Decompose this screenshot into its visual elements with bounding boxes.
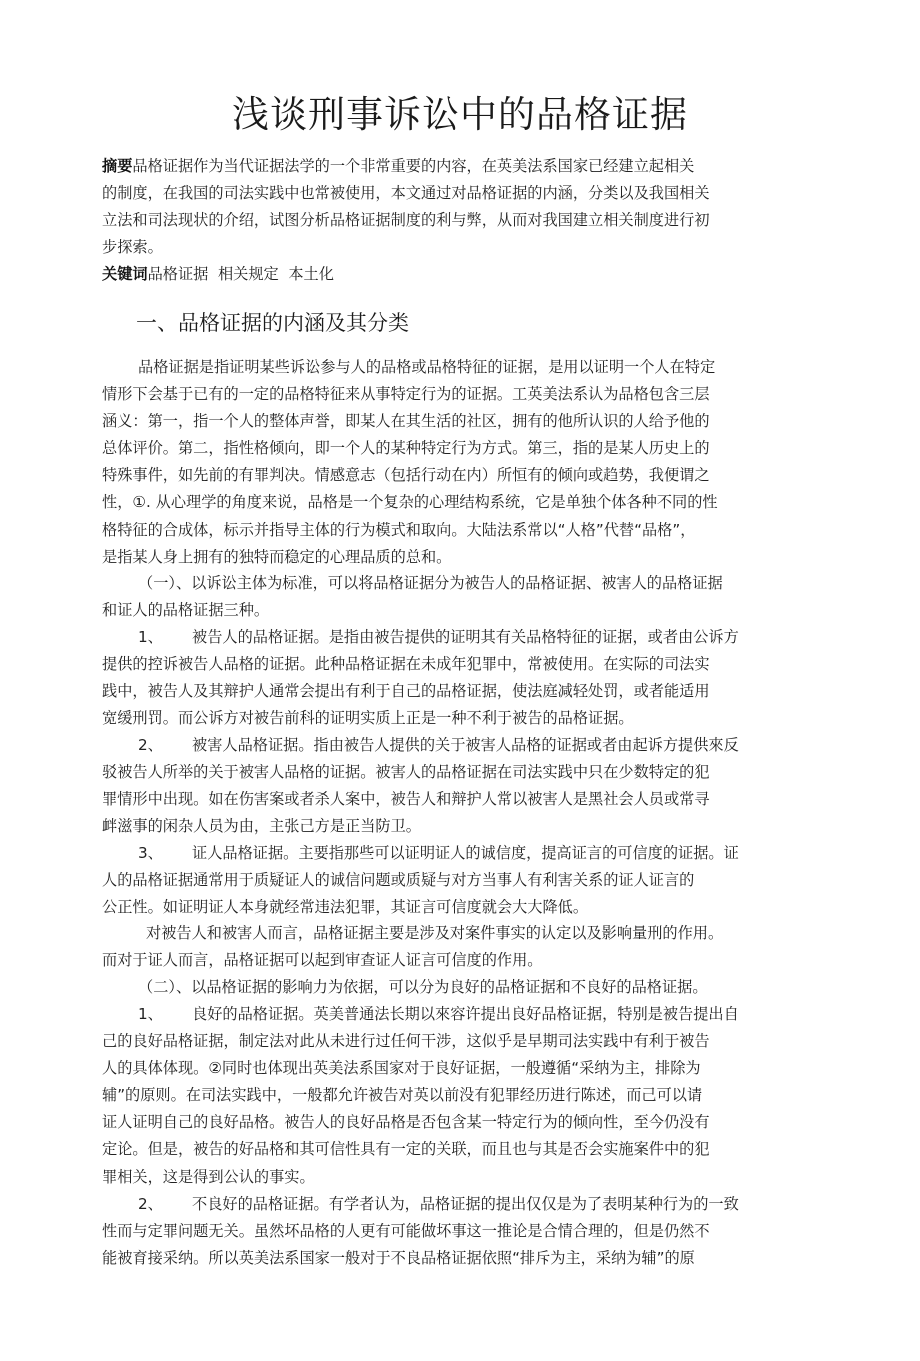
paragraph-line: 衅滋事的闲杂人员为由，主张己方是正当防卫。 — [102, 817, 421, 836]
list-number: 1、 — [138, 1005, 163, 1023]
section-heading: 一、品格证据的内涵及其分类 — [136, 311, 409, 335]
list-item-witness-evidence: 3、 证人品格证据。主要指那些可以证明证人的诚信度，提高证言的可信度的证据。证 人的品格证据通常用于质疑证人的诚信问题或质疑与对方当事人有利害关系的证人证言的 公正性。如证明证人本身就经常违法犯罪，其证言可信度就会大大降低。 — [102, 840, 818, 921]
paragraph-line: 人的品格证据通常用于质疑证人的诚信问题或质疑与对方当事人有利害关系的证人证言的 — [102, 871, 695, 890]
paragraph-line: 涵义：第一，指一个人的整体声誉，即某人在其生活的社区，拥有的他所认识的人给予他的 — [102, 412, 710, 431]
list-number: 2、 — [138, 1195, 163, 1213]
paragraph-line: 品格证据是指证明某些诉讼参与人的品格或品格特征的证据，是用以证明一个人在特定 — [138, 358, 716, 376]
paragraph-definition — [102, 354, 818, 571]
paragraph-line: 情形下会基于已有的一定的品格特征来从事特定行为的证据。工英美法系认为品格包含三层 — [102, 385, 710, 404]
abstract-label: 摘要 — [102, 157, 133, 175]
keywords-text: 品格证据 相关规定 本土化 — [147, 265, 334, 284]
paragraph-line: 特殊事件，如先前的有罪判决。情感意志（包括行动在内）所恒有的倾向或趋势，我便谓之 — [102, 466, 710, 485]
paragraph-line: 性而与定罪问题无关。虽然坏品格的人更有可能做坏事这一推论是合情合理的，但是仍然不 — [102, 1222, 710, 1241]
abstract-block — [102, 153, 818, 288]
paragraph-line: 和证人的品格证据三种。 — [102, 601, 270, 620]
paragraph-line: 宽缓刑罚。而公诉方对被告前科的证明实质上正是一种不利于被告的品格证据。 — [102, 709, 634, 728]
paragraph-line: 驳被告人所举的关于被害人品格的证据。被害人的品格证据在司法实践中只在少数特定的犯 — [102, 763, 710, 782]
abstract-line: 立法和司法现状的介绍，试图分析品格证据制度的利与弊，从而对我国建立相关制度进行初 — [102, 211, 710, 230]
keywords-line — [102, 261, 818, 288]
abstract-line: 步探索。 — [102, 238, 163, 257]
paragraph-line: 辅”的原则。在司法实践中，一般都允许被告对英以前没有犯罪经历进行陈述，而己可以请 — [102, 1086, 703, 1105]
paragraph-line: 公正性。如证明证人本身就经常违法犯罪，其证言可信度就会大大降低。 — [102, 898, 588, 917]
list-item-good-character-evidence: 1、 良好的品格证据。英美普通法长期以來容许提出良好品格证据，特别是被告提出自 己的良好品格证据，制定法对此从未进行过任何干涉，这似乎是早期司法实践中有利于被告 人的具体体现。②同时也体现出英美法系国家对于良好证据，一般遵循“采纳为主，排除为 辅”的原则。在司法实践中，一般都允许被告对英以前没有犯罪经历进行陈述，而己可以请 证人证明自己的良好品格。被告人的良好品格是否包含某一特定行为的倾向性，至今仍没有 定论。但是，被告的好品格和其可信性具有一定的关联，而且也与其是否会实施案件中的犯 罪相关，这是得到公认的事实。 — [102, 1001, 818, 1191]
subsection-classification-by-influence — [102, 974, 818, 1001]
paragraph-summary — [102, 920, 818, 974]
paragraph-line: 总体评价。第二，指性格倾向，即一个人的某种特定行为方式。第三，指的是某人历史上的 — [102, 439, 710, 458]
paragraph-line: 提供的控诉被告人品格的证据。此种品格证据在未成年犯罪中，常被使用。在实际的司法实 — [102, 655, 710, 674]
paragraph-line: 格特征的合成体，标示并指导主体的行为模式和取向。大陆法系常以“人格”代替“品格”， — [102, 520, 696, 539]
list-number: 2、 — [138, 736, 163, 754]
list-item-victim-evidence: 2、 被害人品格证据。指由被告人提供的关于被害人品格的证据或者由起诉方提供來反 驳被告人所举的关于被害人品格的证据。被害人的品格证据在司法实践中只在少数特定的犯 罪情形中出现。如在伤害案或者杀人案中，被告人和辩护人常以被害人是黑社会人员或常寻 衅滋事的闲杂人员为由，主张己方是正当防卫。 — [102, 732, 818, 840]
paragraph-line: 人的具体体现。②同时也体现出英美法系国家对于良好证据，一般遵循“采纳为主，排除为 — [102, 1059, 701, 1078]
paragraph-line: 践中，被告人及其辩护人通常会提出有利于自己的品格证据，使法庭减轻处罚，或者能适用 — [102, 682, 710, 701]
paragraph-line: （一）、以诉讼主体为标准，可以将品格证据分为被告人的品格证据、被害人的品格证据 — [138, 574, 723, 592]
paragraph-line: 能被育接采纳。所以英美法系国家一般对于不良品格证据依照“排斥为主，采纳为辅”的原 — [102, 1249, 695, 1268]
list-item-defendant-evidence: 1、 被告人的品格证据。是指由被告提供的证明其有关品格特征的证据，或者由公诉方 提供的控诉被告人品格的证据。此种品格证据在未成年犯罪中，常被使用。在实际的司法实 践中，被告人及其辩护人通常会提出有利于自己的品格证据，使法庭减轻处罚，或者能适用 宽缓刑罚。而公诉方对被告前科的证明实质上正是一种不利于被告的品格证据。 — [102, 624, 818, 732]
paragraph-line: 罪情形中出现。如在伤害案或者杀人案中，被告人和辩护人常以被害人是黑社会人员或常寻 — [102, 790, 710, 809]
paragraph-line: 己的良好品格证据，制定法对此从未进行过任何干涉，这似乎是早期司法实践中有利于被告 — [102, 1032, 710, 1051]
paragraph-line: 对被告人和被害人而言，品格证据主要是涉及对案件事实的认定以及影响量刑的作用。 — [146, 924, 724, 942]
abstract-line: 摘要品格证据作为当代证据法学的一个非常重要的内容，在英美法系国家已经建立起相关 — [102, 157, 695, 175]
paragraph-line: 定论。但是，被告的好品格和其可信性具有一定的关联，而且也与其是否会实施案件中的犯 — [102, 1140, 710, 1159]
list-number: 1、 — [138, 628, 163, 646]
abstract-line: 的制度，在我国的司法实践中也常被使用，本文通过对品格证据的内涵，分类以及我国相关 — [102, 184, 710, 203]
paragraph-line: 证人证明自己的良好品格。被告人的良好品格是否包含某一特定行为的倾向性，至今仍没有 — [102, 1113, 710, 1132]
paragraph-line: 罪相关，这是得到公认的事实。 — [102, 1167, 315, 1186]
paragraph-line: （二）、以品格证据的影响力为依据，可以分为良好的品格证据和不良好的品格证据。 — [138, 978, 708, 996]
subsection-classification-by-subject — [102, 570, 818, 624]
paragraph-line: 性，①. 从心理学的角度来说，品格是一个复杂的心理结构系统，它是单独个体各种不同的性 — [102, 493, 718, 512]
paragraph-line: 而对于证人而言，品格证据可以起到审查证人证言可信度的作用。 — [102, 951, 543, 970]
paragraph-line: 是指某人身上拥有的独特而稳定的心理品质的总和。 — [102, 547, 452, 566]
keywords-label: 关键词 — [102, 265, 148, 284]
list-item-bad-character-evidence: 2、 不良好的品格证据。有学者认为，品格证据的提出仅仅是为了表明某种行为的一致 性而与定罪问题无关。虽然坏品格的人更有可能做坏事这一推论是合情合理的，但是仍然不 能被育接采纳。所以英美法系国家一般对于不良品格证据依照“排斥为主，采纳为辅”的原 — [102, 1191, 818, 1272]
list-number: 3、 — [138, 844, 163, 862]
document-title: 浅谈刑事诉讼中的品格证据 — [232, 93, 688, 136]
